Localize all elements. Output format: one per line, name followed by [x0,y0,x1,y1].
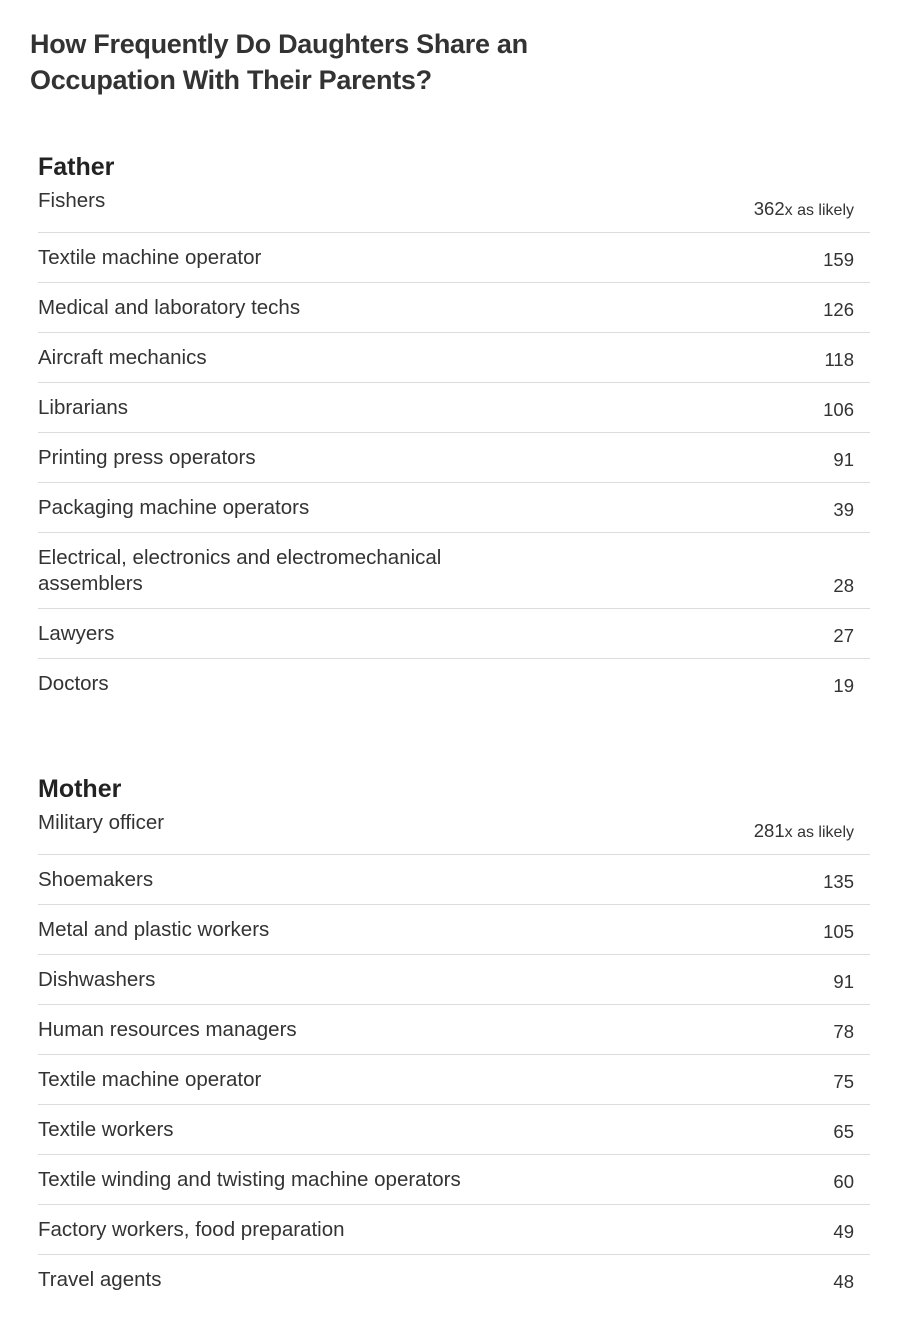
occupation-label: Textile machine operator [38,246,262,269]
likelihood-value: 105 [823,921,854,942]
occupation-label: Shoemakers [38,868,154,891]
likelihood-number: 281 [753,820,785,841]
occupation-label: Lawyers [38,622,115,645]
likelihood-value: 49 [833,1221,854,1242]
likelihood-number: 362 [753,198,785,219]
likelihood-value [754,820,870,854]
occupation-label: Factory workers, food preparation [38,1218,345,1241]
likelihood-value: 75 [833,1071,854,1092]
father-row [38,432,870,482]
occupation-label: Doctors [38,672,109,695]
mother-row [38,954,870,1004]
likelihood-value: 28 [833,575,854,596]
occupation-label: Textile machine operator [38,1068,262,1091]
mother-row [38,1254,870,1304]
father-row [38,282,870,332]
father-row [38,332,870,382]
occupation-label: Aircraft mechanics [38,346,207,369]
likelihood-unit: x as likely [784,824,854,841]
occupation-label: Medical and laboratory techs [38,296,301,319]
father-heading: Father [38,153,115,181]
likelihood-value [754,198,870,232]
occupation-label: Electrical, electronics and electromechanical assemblers [38,546,442,595]
occupation-label: Printing press operators [38,446,256,469]
father-row [38,382,870,432]
likelihood-value: 126 [823,299,854,320]
occupation-label: Librarians [38,396,129,419]
mother-row [38,854,870,904]
father-rows [38,188,870,708]
likelihood-value: 60 [833,1171,854,1192]
occupation-label: Military officer [38,811,165,834]
mother-table [38,774,870,1304]
likelihood-value: 48 [833,1271,854,1292]
mother-heading: Mother [38,775,122,803]
likelihood-unit: x as likely [784,202,854,219]
chart-title: How Frequently Do Daughters Share an Occupation With Their Parents? [30,29,528,95]
likelihood-value: 27 [833,625,854,646]
mother-row [38,810,870,854]
likelihood-value: 91 [833,971,854,992]
father-table [38,152,870,708]
likelihood-value: 19 [833,675,854,696]
occupation-label: Dishwashers [38,968,156,991]
father-row [38,482,870,532]
occupation-label: Metal and plastic workers [38,918,270,941]
mother-row [38,1054,870,1104]
mother-row [38,1204,870,1254]
likelihood-value: 78 [833,1021,854,1042]
mother-rows [38,810,870,1304]
likelihood-value: 65 [833,1121,854,1142]
mother-row [38,1154,870,1204]
occupation-label: Packaging machine operators [38,496,310,519]
likelihood-value: 159 [823,249,854,270]
likelihood-value: 106 [823,399,854,420]
occupation-label: Human resources managers [38,1018,297,1041]
mother-row [38,1104,870,1154]
father-row [38,188,870,232]
father-row [38,532,870,608]
likelihood-value: 39 [833,499,854,520]
likelihood-value: 91 [833,449,854,470]
mother-row [38,1004,870,1054]
father-row [38,608,870,658]
likelihood-value: 135 [823,871,854,892]
occupation-label: Fishers [38,189,106,212]
likelihood-value: 118 [824,349,854,370]
occupation-label: Travel agents [38,1268,162,1291]
father-row [38,232,870,282]
occupation-label: Textile winding and twisting machine operators [38,1168,461,1191]
father-row [38,658,870,708]
occupation-label: Textile workers [38,1118,174,1141]
mother-row [38,904,870,954]
